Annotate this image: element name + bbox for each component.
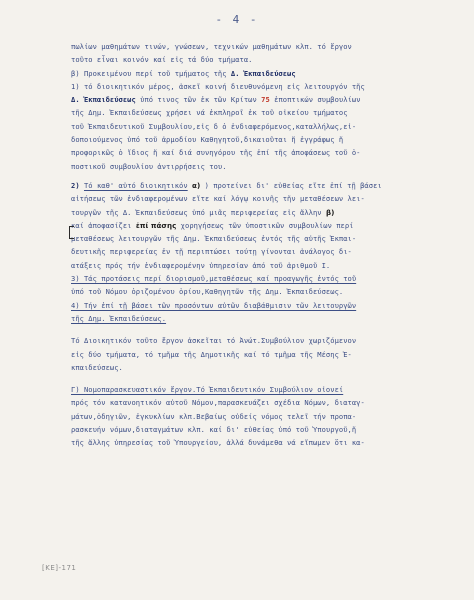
text-span: ἐποπτικών συμβουλίων (274, 95, 361, 105)
text-span: τουργῶν τῆς Δ. Ἐκπαιδεύσεως ὑπό μιᾶς περιφερείας εἰς ἄλλην (71, 207, 322, 217)
text-line: τῆς Δημ. Ἐκπαιδεύσεως. (71, 313, 167, 323)
text-line: 4) Τήν ἐπί τῇ βάσει τῶν προσόντων αὐτῶν διαβάθμισιν τῶν λειτουργῶν (71, 300, 357, 310)
text-line: εἰς δύο τμήματα, τό τμῆμα τῆς Δημοτικῆς καί τό τμῆμα τῆς Μέσης Ἐ- (71, 349, 352, 359)
text-span: καί ἀποφασίζει (71, 220, 132, 230)
highlight-delta: Δ. Ἐκπαιδεύσεως (71, 95, 136, 105)
highlight-number: 75 (261, 95, 270, 105)
text-line: κπαιδεύσεως. (71, 362, 123, 372)
text-line: αἰτήσεως τῶν ἐνδιαφερομένων εἴτε καί λόγῳ κοινῆς τῆν μεταθέσεων λει- (71, 194, 365, 204)
text-span: χορηγήσεως τῶν ὑποστικῶν συμβουλίων περί (180, 220, 354, 230)
text-line: Τό Διοικητικόν τοῦτο ἔργον ἀσκεῖται τό Ἀνώτ.Συμβούλιον χωριζόμενον (71, 336, 357, 346)
text-span: β) Προκειμένου περί τοῦ τμήματος τῆς (71, 68, 227, 78)
item-number: 2) (71, 180, 80, 190)
text-line: ατάξεις πρός τήν ἐνδιαφερομένην ὑπηρεσίαν ἀπό τοῦ ἀριθμοῦ I. (71, 260, 331, 270)
text-line: πρός τόν κατανοητικόν αὐτοῦ Νόμον,παρασκευάζει σχέδια Νόμων, διαταγ- (71, 398, 365, 408)
text-line: δευτικῆς περιφερείας ἐν τῇ περιπτώσει τούτῃ γίνονται ἀνάλογος δι- (71, 247, 352, 257)
highlight-delta: Δ. Ἐκπαιδεύσεως (230, 68, 296, 78)
text-line: πωλίων μαθημάτων τινών, γνώσεων, τεχνικών μαθημάτων κλπ. τό ἔργον (71, 42, 352, 51)
text-span: ὑπό τινος τῶν ἐκ τῶν Κρίτων (140, 95, 257, 105)
text-line: ὑπό τοῦ Νόμου ὁριζομένου ὁρίου,Καθηγητῶν τῆς Δημ. Ἐκπαιδεύσεως. (71, 287, 344, 297)
text-line: μάτων,ὁδηγιῶν, ἐγκυκλίων κλπ.Βεβαίως οὐδείς νόμος τελεῖ τήν προπα- (71, 411, 357, 421)
archive-mark: [ΚΕ]-171 (42, 564, 77, 572)
text-line: 1) τό διοικητικόν μέρος, ἀσκεῖ κοινή διευθυνόμενη εἰς λειτουργόν τῆς (71, 81, 365, 91)
text-line: προφορικῶς ὁ ἴδιος ἤ καί διά συνηγόρου τῆς ἐπί τῆς ἀποφάσεως τοῦ ὁ- (71, 148, 361, 158)
text-line: ρασκευήν νόμων,διαταγμάτων κλπ. καί δι' εὐθείας ὑπό τοῦ Ὑπουργοῦ,ἤ (71, 425, 357, 435)
underlined-phrase: Τό καθ' αὐτό διοικητικόν (83, 180, 188, 190)
text-span: ) προτείνει δι' εὐθείας εἴτε ἐπί τῇ βάσει (204, 180, 382, 190)
text-line (71, 93, 423, 106)
spacer (71, 374, 423, 383)
text-line: τῆς ἄλλης ὑπηρεσίας τοῦ Ὑπουργείου, ἀλλά δυνάμεθα νά εἴπωμεν ὅτι κα- (71, 438, 365, 448)
text-line: δοποιούμενος ὑπό τοῦ ἁρμοδίου Καθηγητοῦ,δικαιοῦται ἤ ἐγγράφως ἤ (71, 135, 344, 145)
text-line: μεταθέσεως λειτουργῶν τῆς Δημ. Ἐκπαιδεύσεως ἐντός τῆς αὐτῆς Ἐκπαι- (71, 234, 357, 244)
page-number: - 4 - (215, 13, 259, 26)
handwritten-annotation: ἐπί πάσης (135, 220, 177, 230)
text-line: Γ) Νομοπαρασκευαστικόν ἔργον.Τό Ἐκπαιδευτικόν Συμβούλιον οἱονεί (71, 385, 344, 395)
margin-bracket-mark (69, 226, 74, 239)
text-line: ποστικοῦ συμβουλίου ἀντιρρήσεις του. (71, 161, 227, 171)
spacer (71, 325, 423, 334)
text-line (71, 67, 423, 80)
document-body (71, 40, 423, 450)
handwritten-mark: α) (192, 180, 201, 190)
text-line: τοῦτο εἶναι κοινόν καί εἰς τά δύο τμήματα. (71, 55, 253, 65)
text-line (71, 219, 423, 232)
handwritten-mark: β) (325, 207, 335, 217)
text-line (71, 206, 423, 219)
text-line: τοῦ Ἐκπαιδευτικοῦ Συμβουλίου,εἰς δ ὁ ἐνδιαφερόμενος,καταλλήλως,εἰ- (71, 121, 357, 131)
text-line: τῆς Δημ. Ἐκπαιδεύσεως χρήσει νά ἐκπληροῖ ἐκ τοῦ οἰκείου τμήματος (71, 108, 348, 118)
text-line: 3) Τάς προτάσεις περί διορισμοῦ,μεταθέσεως καί προαγωγῆς ἐντός τοῦ (71, 274, 357, 284)
text-line (71, 179, 423, 192)
